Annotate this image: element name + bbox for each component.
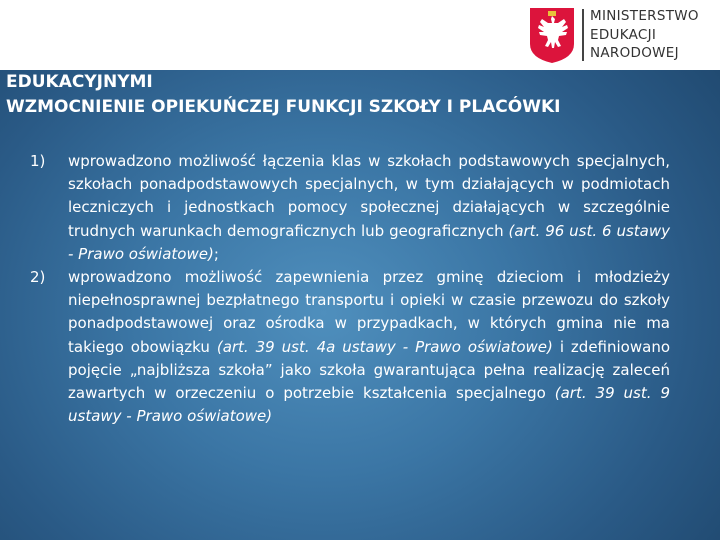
list-item-number: 1) bbox=[30, 152, 46, 170]
list-item bbox=[30, 266, 670, 428]
list-item bbox=[30, 150, 670, 266]
content-list bbox=[30, 150, 670, 428]
list-item-number: 2) bbox=[30, 268, 46, 287]
title-line-1: KSZTAŁCENIE UCZNIÓW ZE SPECJALNYMI POTRZEBAMI bbox=[6, 47, 529, 67]
ministry-name-line-1: MINISTERSTWO bbox=[590, 8, 699, 24]
legal-reference: (art. 39 ust. 4a ustawy - Prawo oświatowe) bbox=[216, 337, 553, 356]
ministry-name bbox=[582, 9, 699, 61]
polish-eagle-emblem-icon bbox=[528, 6, 576, 64]
legal-reference: (art. 96 ust. 6 ustawy - Prawo oświatowe) bbox=[68, 221, 670, 263]
list-item-text: wprowadzono możliwość łączenia klas w szkołach podstawowych specjalnych, szkołach ponadpodstawowych specjalnych, w tym działających w podmiotach leczniczych i jednostkach pomocy społecznej działających w szczególnie trudnych warunkach demograficznych lub geograficznych (art. 96 ust. 6 ustawy - Prawo oświatowe); bbox=[68, 152, 670, 263]
ministry-name-line-2: EDUKACJI bbox=[590, 26, 657, 43]
title-line-2: EDUKACYJNYMI bbox=[6, 72, 153, 92]
title-line-3: WZMOCNIENIE OPIEKUŃCZEJ FUNKCJI SZKOŁY I PLACÓWKI bbox=[6, 97, 561, 117]
ministry-logo bbox=[528, 6, 714, 64]
legal-reference: (art. 39 ust. 9 ustawy - Prawo oświatowe) bbox=[68, 384, 670, 426]
list-item-text: wprowadzono możliwość zapewnienia przez gminę dzieciom i młodzieży niepełnosprawnej bezpłatnego transportu i opieki w czasie przewozu do szkoły ponadpodstawowej oraz ośrodka w przypadkach, w których gmina nie ma takiego obowiązku (art. 39 ust. 4a ustawy - Prawo oświatowe) i zdefiniowano pojęcie „najbliższa szkoła” jako szkoła gwarantująca pełna realizację zaleceń zawartych w orzeczeniu o potrzebie kształcenia specjalnego (art. 39 ust. 9 ustawy - Prawo oświatowe) bbox=[68, 268, 670, 426]
ministry-name-line-3: NARODOWEJ bbox=[590, 45, 679, 61]
